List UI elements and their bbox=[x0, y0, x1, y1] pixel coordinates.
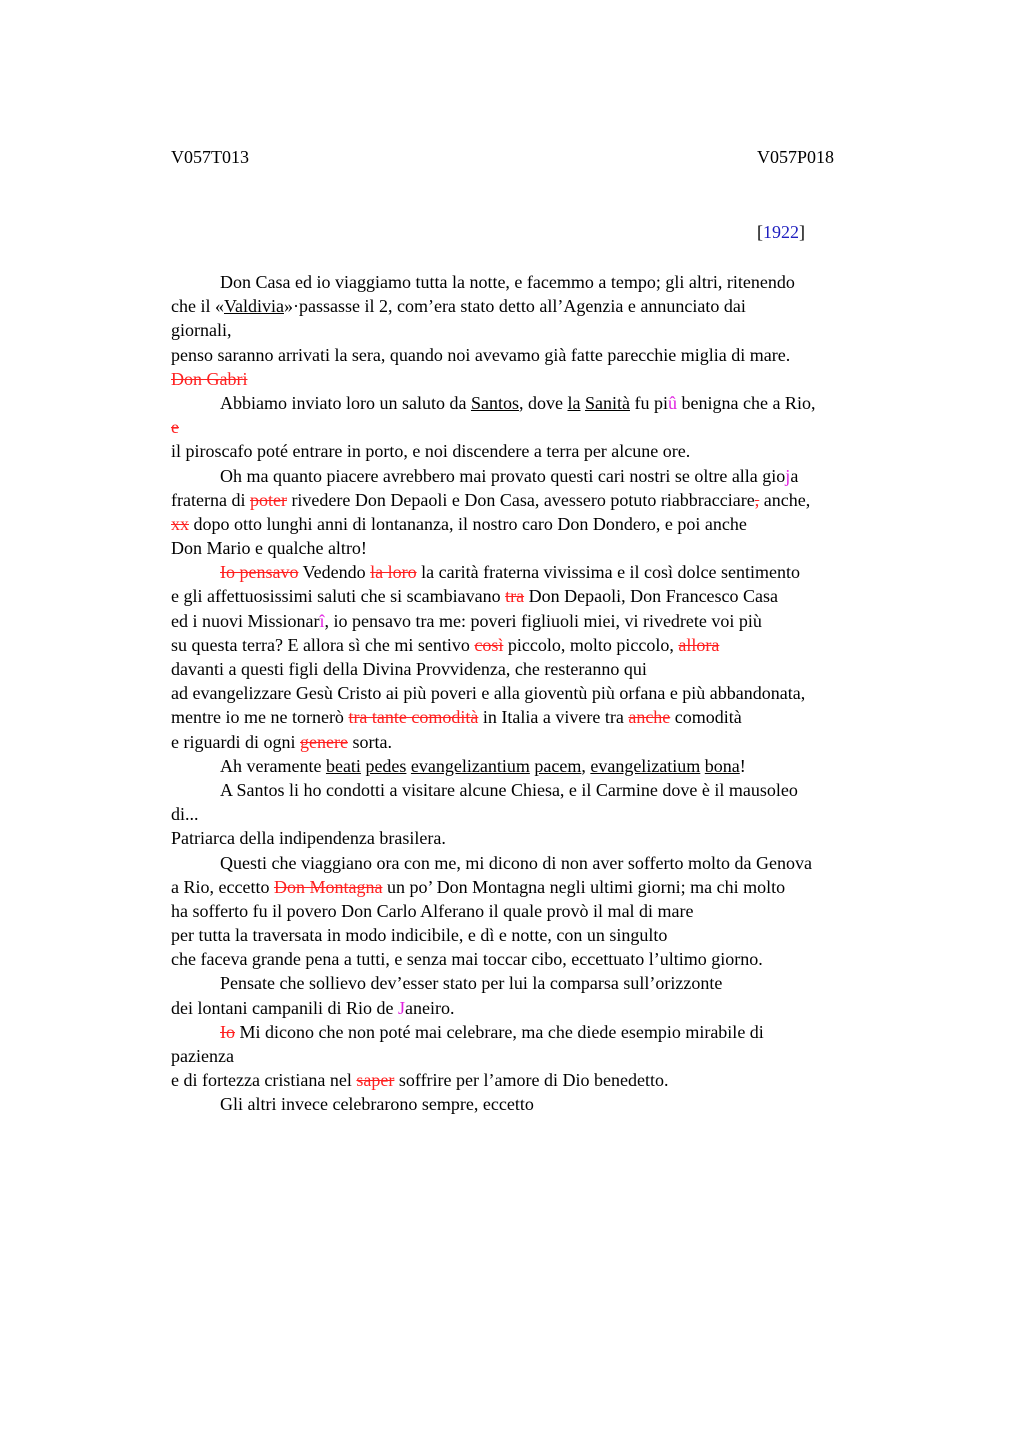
text-line bbox=[171, 415, 931, 439]
deleted-text: Don Gabri bbox=[171, 368, 248, 389]
text-segment: giornali, bbox=[171, 320, 232, 341]
text-segment: penso saranno arrivati la sera, quando noi avevamo già fatte parecchie miglia di mare. bbox=[171, 344, 791, 365]
underlined-text: Sanità bbox=[584, 392, 630, 413]
date-annotation bbox=[757, 222, 805, 243]
underlined-text: Santos bbox=[470, 392, 519, 413]
deleted-text: allora bbox=[678, 634, 720, 655]
text-line bbox=[171, 778, 931, 802]
text-segment: Questi che viaggiano ora con me, mi dicono di non aver sofferto molto da Genova bbox=[220, 852, 813, 873]
text-segment: ha sofferto fu il povero Don Carlo Alferano il quale provò il mal di mare bbox=[171, 900, 694, 921]
deleted-text: Don Montagna bbox=[273, 876, 383, 897]
deleted-text: Io pensavo bbox=[220, 562, 299, 583]
inserted-text: î bbox=[319, 610, 325, 631]
text-segment: ed i nuovi Missionar bbox=[171, 610, 320, 631]
text-segment: Don Depaoli, Don Francesco Casa bbox=[524, 586, 779, 607]
text-segment: ! bbox=[739, 755, 746, 776]
text-line bbox=[171, 826, 931, 850]
text-segment: Don Casa ed io viaggiamo tutta la notte, e facemmo a tempo; gli altri, ritenendo bbox=[220, 272, 795, 292]
date-bracket-close: ] bbox=[799, 222, 805, 242]
text-line bbox=[171, 1068, 931, 1092]
text-line bbox=[171, 947, 931, 971]
deleted-text: Io bbox=[220, 1021, 235, 1042]
text-line bbox=[171, 512, 931, 536]
deleted-text: tra bbox=[505, 586, 525, 607]
text-segment: Ah veramente bbox=[220, 755, 326, 776]
text-segment: , dove bbox=[518, 392, 568, 413]
underlined-text: bona bbox=[704, 755, 740, 776]
date-year: 1922 bbox=[763, 222, 799, 242]
text-line bbox=[171, 294, 931, 318]
text-line bbox=[171, 899, 931, 923]
underlined-text: pacem bbox=[534, 755, 582, 776]
text-segment: Don Mario e qualche altro! bbox=[171, 538, 367, 559]
text-segment: Vedendo bbox=[298, 562, 371, 583]
text-segment: rivedere Don Depaoli e Don Casa, avessero potuto riabbracciare bbox=[286, 489, 755, 510]
deleted-text: la loro bbox=[370, 562, 417, 583]
text-line bbox=[171, 996, 931, 1020]
text-segment: il piroscafo poté entrare in porto, e noi discendere a terra per alcune ore. bbox=[171, 441, 691, 462]
text-line bbox=[171, 318, 931, 342]
underlined-text: la bbox=[567, 392, 581, 413]
text-line bbox=[171, 439, 931, 463]
deleted-text: xx bbox=[171, 513, 189, 534]
deleted-text: , bbox=[754, 489, 760, 510]
text-line bbox=[171, 1044, 931, 1068]
inserted-text: J bbox=[397, 997, 405, 1018]
inserted-text: û bbox=[667, 392, 677, 413]
text-segment: per tutta la traversata in modo indicibile, e dì e notte, con un singulto bbox=[171, 925, 668, 946]
text-line bbox=[171, 488, 931, 512]
underlined-text: Valdivia bbox=[223, 296, 284, 317]
text-segment: dei lontani campanili di Rio de bbox=[171, 997, 398, 1018]
text-segment: anche, bbox=[759, 489, 811, 510]
text-line bbox=[171, 1092, 931, 1116]
text-segment: mentre io me ne tornerò bbox=[171, 707, 349, 728]
text-line bbox=[171, 367, 931, 391]
text-segment: la carità fraterna vivissima e il così dolce sentimento bbox=[416, 562, 801, 583]
text-line bbox=[171, 633, 931, 657]
text-segment: , io pensavo tra me: poveri figliuoli miei, vi rivedrete voi più bbox=[324, 610, 762, 631]
text-segment: piccolo, molto piccolo, bbox=[503, 634, 679, 655]
underlined-text: beati bbox=[325, 755, 361, 776]
deleted-text: anche bbox=[628, 707, 671, 728]
text-segment: che faceva grande pena a tutti, e senza mai toccar cibo, eccettuato l’ultimo giorno. bbox=[171, 949, 763, 970]
deleted-text: tra tante comodità bbox=[348, 707, 479, 728]
text-line bbox=[171, 923, 931, 947]
deleted-text: poter bbox=[249, 489, 287, 510]
text-line bbox=[171, 560, 931, 584]
text-line bbox=[171, 730, 931, 754]
text-segment: e riguardi di ogni bbox=[171, 731, 300, 752]
text-segment: un po’ Don Montagna negli ultimi giorni; ma chi molto bbox=[382, 876, 786, 897]
text-segment: Mi dicono che non poté mai celebrare, ma che diede esempio mirabile di bbox=[235, 1021, 764, 1042]
text-line bbox=[171, 802, 931, 826]
text-segment: pazienza bbox=[171, 1046, 234, 1066]
text-line bbox=[171, 609, 931, 633]
text-line bbox=[171, 343, 931, 367]
text-segment: benigna che a Rio, bbox=[676, 392, 816, 413]
text-segment: a bbox=[790, 465, 799, 486]
text-segment: A Santos li ho condotti a visitare alcune Chiesa, e il Carmine dove è il mausoleo bbox=[220, 779, 798, 800]
text-segment: e di fortezza cristiana nel bbox=[171, 1070, 357, 1091]
text-segment: che il « bbox=[171, 296, 224, 317]
text-segment: di... bbox=[171, 804, 199, 825]
text-segment: Patriarca della indipendenza brasilera. bbox=[171, 828, 446, 849]
text-segment: fu pi bbox=[629, 392, 668, 413]
text-segment: Abbiamo inviato loro un saluto da bbox=[220, 392, 471, 413]
text-segment: sorta. bbox=[347, 731, 392, 752]
text-line bbox=[171, 705, 931, 729]
text-segment: »·passasse il 2, com’era stato detto all’Agenzia e annunciato dai bbox=[283, 296, 746, 317]
text-segment: su questa terra? E allora sì che mi sentivo bbox=[171, 634, 475, 655]
text-line bbox=[171, 681, 931, 705]
underlined-text: evangelizatium bbox=[590, 755, 701, 776]
text-line bbox=[171, 754, 931, 778]
text-segment: fraterna di bbox=[171, 489, 250, 510]
text-line bbox=[171, 584, 931, 608]
text-line bbox=[171, 657, 931, 681]
text-segment: ad evangelizzare Gesù Cristo ai più poveri e alla gioventù più orfana e più abbandonata, bbox=[171, 683, 806, 704]
date-bracket-open: [ bbox=[757, 222, 763, 242]
text-segment: in Italia a vivere tra bbox=[478, 707, 629, 728]
text-segment: a Rio, eccetto bbox=[171, 876, 274, 897]
text-segment: Oh ma quanto piacere avrebbero mai provato questi cari nostri se oltre alla gio bbox=[220, 465, 786, 486]
underlined-text: pedes bbox=[365, 755, 407, 776]
text-line bbox=[171, 971, 931, 995]
text-line bbox=[171, 391, 931, 415]
deleted-text: genere bbox=[299, 731, 348, 752]
text-segment: dopo otto lunghi anni di lontananza, il nostro caro Don Dondero, e poi anche bbox=[189, 513, 747, 534]
text-line bbox=[171, 1020, 931, 1044]
inserted-text: j bbox=[785, 465, 791, 486]
text-line bbox=[171, 851, 931, 875]
text-segment: comodità bbox=[670, 707, 742, 728]
document-code-left: V057T013 bbox=[171, 147, 249, 167]
deleted-text: saper bbox=[356, 1070, 395, 1091]
text-segment: Gli altri invece celebrarono sempre, eccetto bbox=[220, 1094, 534, 1115]
text-segment: e gli affettuosissimi saluti che si scambiavano bbox=[171, 586, 506, 607]
text-segment: Pensate che sollievo dev’esser stato per lui la comparsa sull’orizzonte bbox=[220, 973, 723, 994]
deleted-text: e bbox=[171, 417, 179, 438]
text-line bbox=[171, 875, 931, 899]
document-code-right: V057P018 bbox=[757, 147, 835, 167]
text-line bbox=[171, 464, 931, 488]
deleted-text: così bbox=[474, 634, 504, 655]
text-segment: aneiro. bbox=[404, 997, 455, 1018]
text-segment: soffrire per l’amore di Dio benedetto. bbox=[394, 1070, 669, 1091]
text-segment: davanti a questi figli della Divina Provvidenza, che resteranno qui bbox=[171, 659, 647, 679]
underlined-text: evangelizantium bbox=[410, 755, 530, 776]
text-segment: , bbox=[581, 755, 591, 776]
transcription-body bbox=[171, 270, 931, 1117]
text-line bbox=[171, 536, 931, 560]
text-line bbox=[171, 270, 931, 294]
